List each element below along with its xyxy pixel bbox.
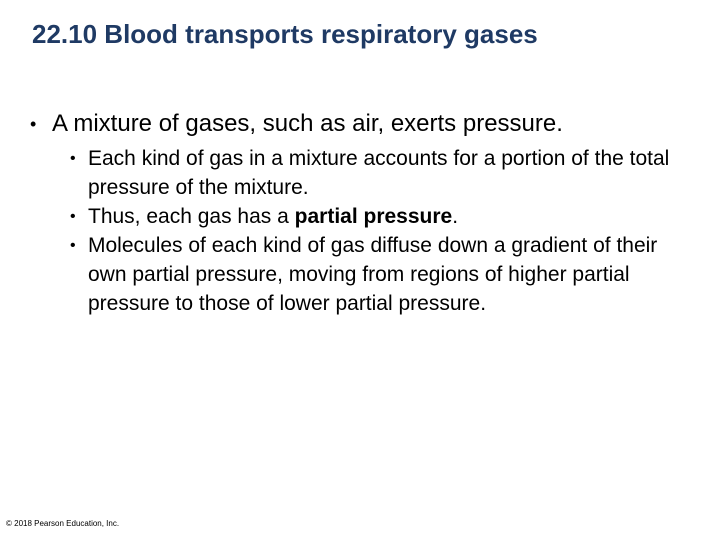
sub-bullet-text: Molecules of each kind of gas diffuse down a gradient of their own partial pressure, moving from regions of higher partial pressure to those of lower partial pressure. (88, 234, 658, 315)
bullet-icon: • (70, 208, 76, 225)
sub-bullet-text (88, 202, 700, 231)
bullet-text: A mixture of gases, such as air, exerts pressure. (52, 110, 563, 137)
sub-bullet-item (70, 144, 700, 202)
footer-copyright: © 2018 Pearson Education, Inc. (6, 519, 120, 528)
bullet-icon: • (70, 150, 76, 167)
sub-bullet-list (30, 144, 700, 318)
bullet-icon: • (30, 114, 37, 134)
sub-bullet-item (70, 231, 700, 318)
key-term: partial pressure (294, 205, 453, 228)
sub-bullet-text-before: Thus, each gas has a (88, 205, 295, 228)
sub-bullet-text: Each kind of gas in a mixture accounts for a portion of the total pressure of the mixture. (88, 147, 670, 199)
sub-bullet-text-after: . (452, 205, 459, 228)
bullet-list (30, 108, 700, 318)
sub-bullet-item (70, 202, 700, 231)
bullet-icon: • (70, 237, 76, 254)
slide-title: 22.10 Blood transports respiratory gases (32, 19, 538, 49)
bullet-item (30, 108, 700, 318)
